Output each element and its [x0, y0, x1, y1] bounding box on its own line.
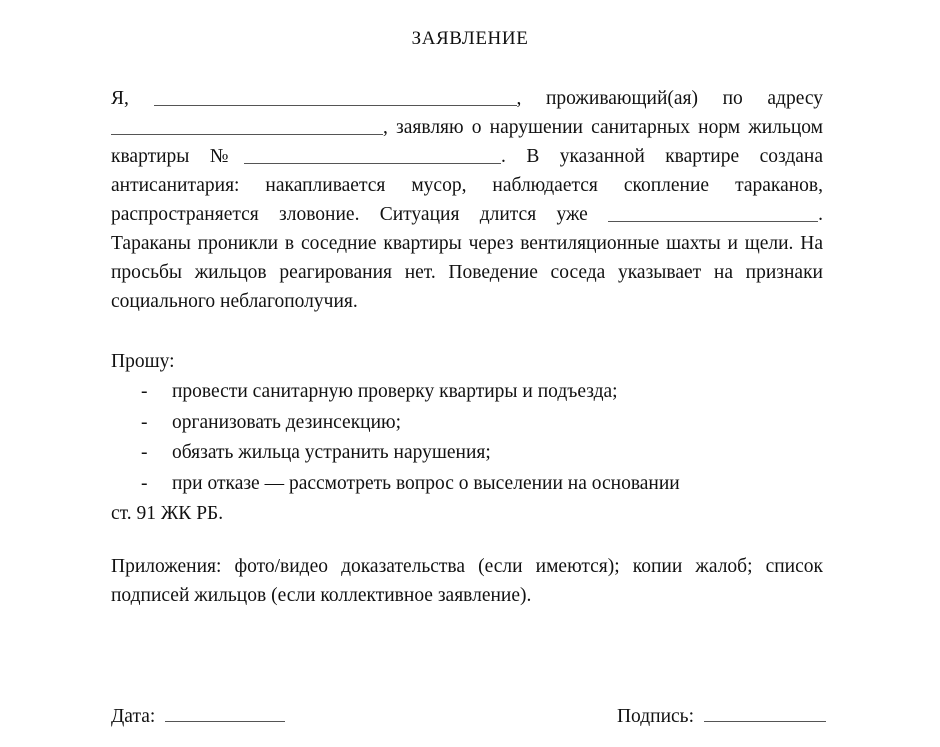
- list-item: [111, 438, 823, 469]
- statement-paragraph: [111, 84, 823, 316]
- intro-part-5: . Тараканы проникли в соседние квартиры через вентиляционные шахты и щели. На просьбы жильцов реагирования нет. Поведение соседа указывает на признаки социального неблагополучия.: [111, 204, 824, 312]
- list-item-text: организовать дезинсекцию;: [172, 411, 402, 433]
- attachments-block: [111, 552, 823, 610]
- intro-part-2: , проживающий(ая) по адресу: [516, 88, 823, 109]
- apartment-number-blank[interactable]: [244, 144, 501, 164]
- list-item-text: провести санитарную проверку квартиры и подъезда;: [172, 381, 618, 402]
- signature-blank[interactable]: [704, 703, 826, 722]
- dash-bullet-icon: -: [141, 411, 148, 433]
- dash-bullet-icon: -: [141, 472, 148, 494]
- list-item: [111, 408, 823, 439]
- date-field: [111, 703, 285, 728]
- dash-bullet-icon: -: [141, 442, 148, 463]
- request-label: Прошу:: [111, 351, 175, 372]
- list-item-text: обязать жильца устранить нарушения;: [172, 442, 491, 463]
- intro-part-4: . В указанной квартире создана антисанитария: накапливается мусор, наблюдается скопление тараканов, распространяется зловоние. Ситуация длится уже: [111, 146, 823, 225]
- duration-blank[interactable]: [608, 202, 818, 222]
- document-title: ЗАЯВЛЕНИЕ: [411, 28, 529, 49]
- request-list: [111, 377, 823, 499]
- date-blank[interactable]: [165, 703, 285, 722]
- dash-bullet-icon: -: [141, 381, 148, 402]
- signature-footer: [111, 703, 826, 728]
- intro-part-3: , заявляю о нарушении санитарных норм жильцом квартиры №: [111, 117, 823, 167]
- applicant-address-blank[interactable]: [111, 115, 383, 135]
- list-item: [111, 469, 823, 500]
- intro-part-1: Я,: [111, 88, 129, 109]
- legal-reference: ст. 91 ЖК РБ.: [111, 503, 224, 524]
- signature-field: [617, 703, 826, 728]
- signature-label: Подпись:: [616, 705, 694, 727]
- applicant-name-blank[interactable]: [154, 86, 517, 106]
- statement-body: [111, 84, 823, 316]
- list-item: [111, 377, 823, 408]
- attachments-text: Приложения: фото/видео доказательства (если имеются); копии жалоб; список подписей жильцов (если коллективное заявление).: [111, 556, 823, 606]
- list-item-text: при отказе — рассмотреть вопрос о выселении на основании: [172, 472, 680, 494]
- date-label: Дата:: [111, 705, 156, 727]
